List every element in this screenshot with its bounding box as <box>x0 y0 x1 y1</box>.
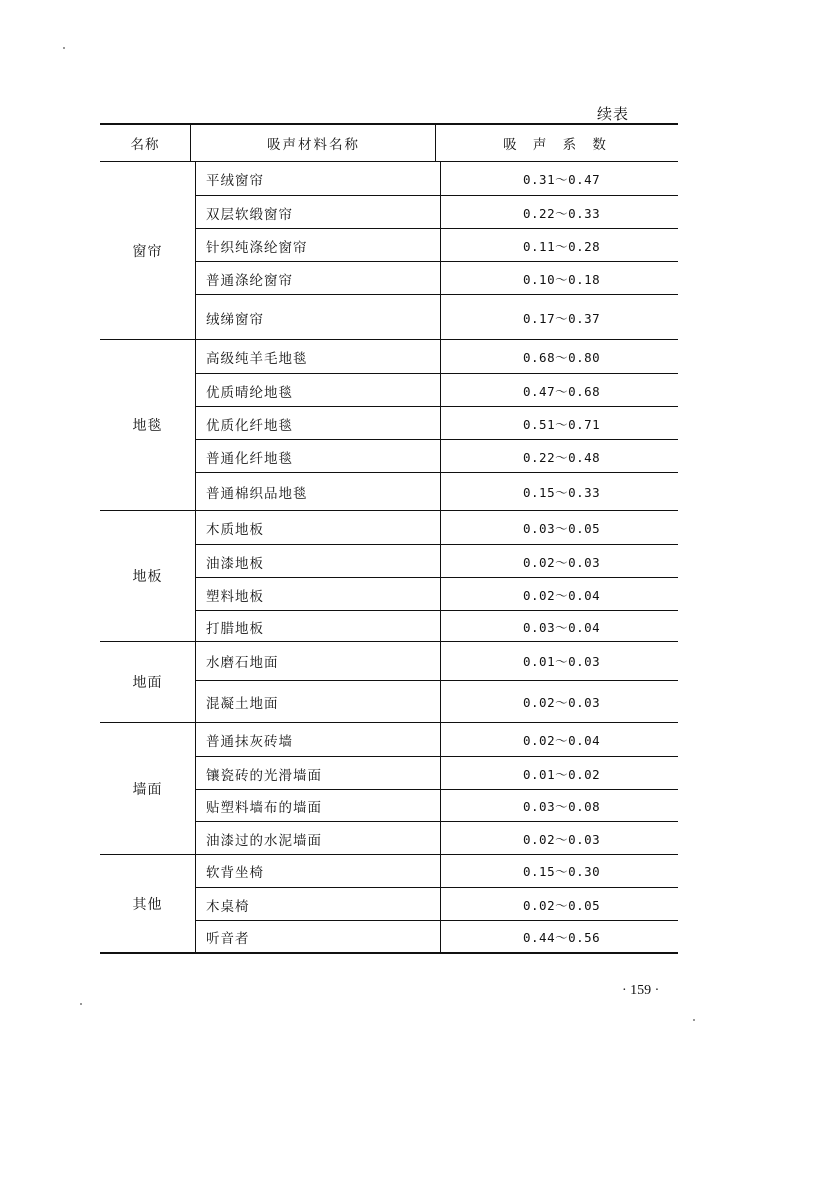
material-name: 软背坐椅 <box>195 855 440 887</box>
material-name: 普通抹灰砖墙 <box>195 723 440 756</box>
table-row <box>195 406 678 440</box>
group-walls <box>100 723 678 855</box>
header-coefficient: 吸 声 系 数 <box>435 125 679 161</box>
group-other <box>100 855 678 952</box>
group-carpets <box>100 340 678 511</box>
page-number: · 159 · <box>622 983 660 998</box>
material-name: 高级纯羊毛地毯 <box>195 340 440 373</box>
table-row <box>195 340 678 373</box>
material-name: 贴塑料墙布的墙面 <box>195 790 440 822</box>
group-curtains <box>100 162 678 340</box>
table-row <box>195 642 678 680</box>
material-name: 木桌椅 <box>195 888 440 921</box>
group-name: 墙面 <box>132 781 163 798</box>
coefficient-value: 0.03～0.05 <box>440 511 678 544</box>
material-name: 打腊地板 <box>195 611 440 642</box>
group-ground <box>100 642 678 723</box>
material-name: 听音者 <box>195 921 440 953</box>
scan-speck <box>63 47 65 49</box>
coefficient-value: 0.68～0.80 <box>440 340 678 373</box>
coefficient-value: 0.22～0.33 <box>440 196 678 229</box>
coefficient-value: 0.44～0.56 <box>440 921 678 953</box>
material-name: 普通棉织品地毯 <box>195 473 440 511</box>
coefficient-value: 0.03～0.04 <box>440 611 678 642</box>
table-row <box>195 789 678 822</box>
scan-speck <box>80 1003 82 1005</box>
table-row <box>195 723 678 756</box>
material-name: 水磨石地面 <box>195 642 440 680</box>
material-name: 塑料地板 <box>195 578 440 611</box>
group-floorboards <box>100 511 678 642</box>
scan-speck <box>693 1019 695 1021</box>
material-name: 镶瓷砖的光滑墙面 <box>195 757 440 790</box>
table-row <box>195 920 678 953</box>
coefficient-value: 0.02～0.03 <box>440 822 678 855</box>
table-row <box>195 439 678 473</box>
group-name: 地板 <box>132 569 163 585</box>
material-name: 混凝土地面 <box>195 681 440 723</box>
table-row <box>195 821 678 855</box>
coefficient-value: 0.51～0.71 <box>440 407 678 440</box>
header-material: 吸声材料名称 <box>190 125 436 161</box>
table-row <box>195 228 678 262</box>
coefficient-value: 0.31～0.47 <box>440 162 678 195</box>
material-name: 平绒窗帘 <box>195 162 440 195</box>
material-name: 双层软缎窗帘 <box>195 196 440 229</box>
table-row <box>195 680 678 723</box>
material-name: 绒绨窗帘 <box>195 295 440 340</box>
material-name: 木质地板 <box>195 511 440 544</box>
group-name: 地面 <box>132 675 163 691</box>
material-name: 油漆地板 <box>195 545 440 578</box>
group-name: 其他 <box>132 896 163 913</box>
table-row <box>195 511 678 544</box>
table-row <box>195 472 678 511</box>
table-row <box>195 294 678 340</box>
table-row <box>195 756 678 790</box>
table-row <box>195 610 678 642</box>
group-name: 窗帘 <box>132 243 163 260</box>
table-row <box>195 373 678 407</box>
table-row <box>195 577 678 611</box>
table-row <box>195 887 678 921</box>
coefficient-value: 0.02～0.04 <box>440 723 678 756</box>
coefficient-value: 0.02～0.03 <box>440 681 678 723</box>
table-header <box>100 125 678 162</box>
material-name: 优质化纤地毯 <box>195 407 440 440</box>
material-name: 优质晴纶地毯 <box>195 374 440 407</box>
coefficient-value: 0.03～0.08 <box>440 790 678 822</box>
table-bottom-rule <box>100 952 678 954</box>
table-row <box>195 855 678 887</box>
material-name: 油漆过的水泥墙面 <box>195 822 440 855</box>
coefficient-value: 0.02～0.03 <box>440 545 678 578</box>
continued-label: 续表 <box>597 105 630 123</box>
material-name: 普通涤纶窗帘 <box>195 262 440 295</box>
table-row <box>195 162 678 195</box>
coefficient-value: 0.11～0.28 <box>440 229 678 262</box>
coefficient-value: 0.47～0.68 <box>440 374 678 407</box>
coefficient-value: 0.01～0.02 <box>440 757 678 790</box>
material-name: 普通化纤地毯 <box>195 440 440 473</box>
header-category: 名称 <box>130 137 160 153</box>
coefficient-value: 0.15～0.33 <box>440 473 678 511</box>
material-name: 针织纯涤纶窗帘 <box>195 229 440 262</box>
coefficient-value: 0.22～0.48 <box>440 440 678 473</box>
group-name: 地毯 <box>132 418 163 434</box>
coefficient-value: 0.01～0.03 <box>440 642 678 680</box>
coefficient-value: 0.15～0.30 <box>440 855 678 887</box>
coefficient-value: 0.17～0.37 <box>440 295 678 340</box>
table-row <box>195 261 678 295</box>
coefficient-value: 0.02～0.04 <box>440 578 678 611</box>
table-row <box>195 544 678 578</box>
coefficient-value: 0.02～0.05 <box>440 888 678 921</box>
table-row <box>195 195 678 229</box>
coefficient-value: 0.10～0.18 <box>440 262 678 295</box>
